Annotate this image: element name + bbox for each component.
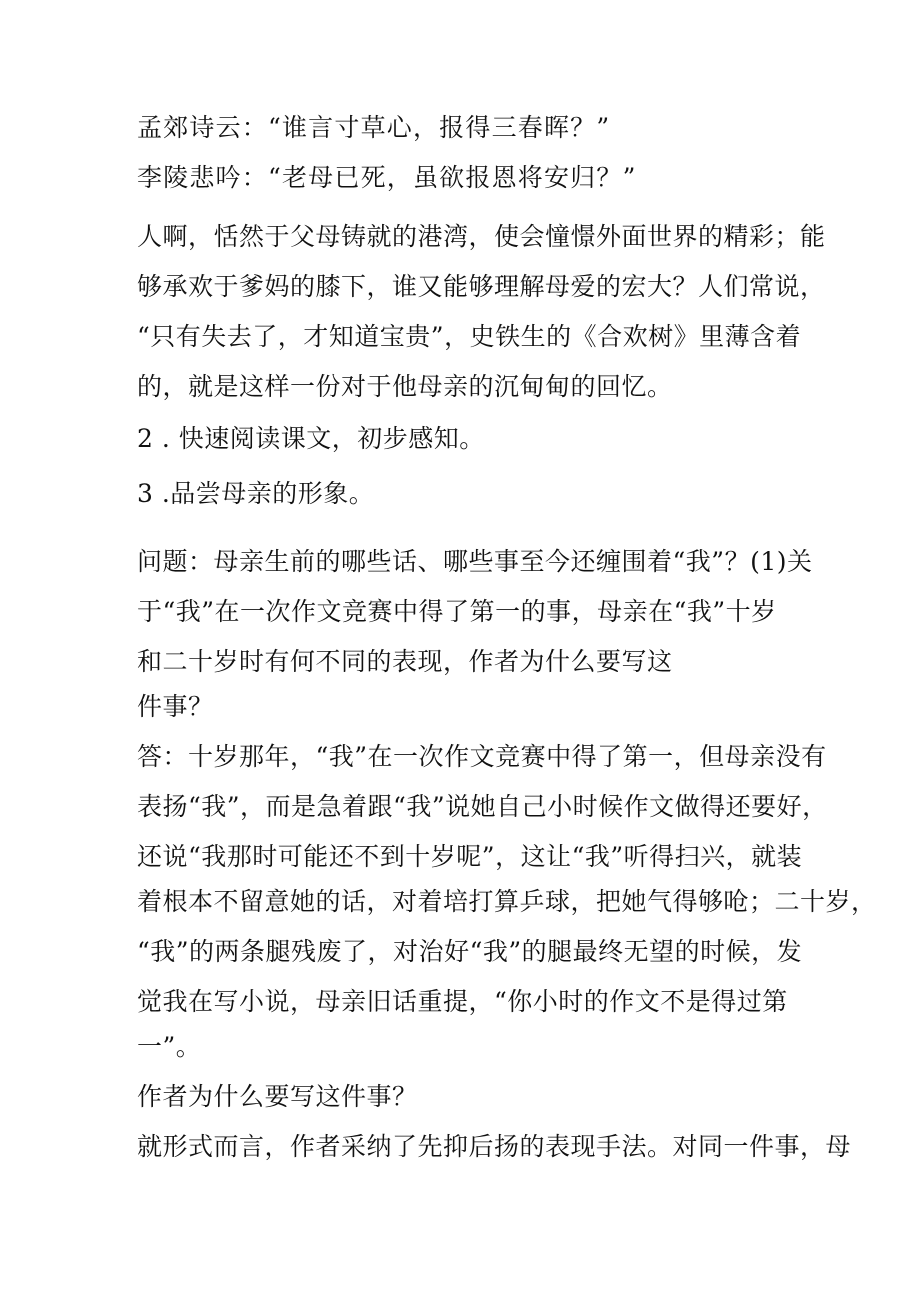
answer-line-5: “我”的两条腿残废了，对治好“我”的腿最终无望的时候，发 — [137, 937, 803, 966]
intro-paragraph-line-3: “只有失去了，才知道宝贵”，史铁生的《合欢树》里薄含着 — [137, 322, 802, 351]
intro-paragraph-line-4: 的，就是这样一份对于他母亲的沉甸甸的回忆。 — [137, 372, 673, 401]
answer-line-3: 还说“我那时可能还不到十岁呢”，这让“我”听得扫兴，就装 — [137, 842, 803, 871]
question-line-3: 和二十岁时有何不同的表现，作者为什么要写这 — [137, 647, 673, 676]
intro-paragraph-line-2: 够承欢于爹妈的膝下，谁又能够理解母爱的宏大？人们常说， — [137, 272, 826, 301]
step-3-heading: 3 .品尝母亲的形象。 — [137, 479, 375, 508]
poem-quote-li-ling: 李陵悲吟：“老母已死，虽欲报恩将安归？” — [137, 163, 637, 192]
follow-up-question: 作者为什么要写这件事？ — [137, 1082, 418, 1111]
question-line-1: 问题：母亲生前的哪些话、哪些事至今还缠围着“我”？(1)关 — [137, 547, 813, 576]
step-2-heading: 2 . 快速阅读课文，初步感知。 — [137, 424, 485, 453]
answer-line-6: 觉我在写小说，母亲旧话重提，“你小时的作文不是得过第 — [137, 987, 788, 1016]
answer-line-1: 答：十岁那年，“我”在一次作文竞赛中得了第一，但母亲没有 — [137, 742, 827, 771]
answer-line-2: 表扬“我”，而是急着跟“我”说她自己小时候作文做得还要好， — [137, 792, 828, 821]
question-line-2: 于“我”在一次作文竞赛中得了第一的事，母亲在“我”十岁 — [137, 597, 777, 626]
intro-paragraph-line-1: 人啊，恬然于父母铸就的港湾，使会憧憬外面世界的精彩；能 — [137, 222, 826, 251]
question-line-4: 件事？ — [137, 692, 214, 721]
poem-quote-meng-jiao: 孟郊诗云：“谁言寸草心，报得三春晖？” — [137, 113, 611, 142]
explanation-line-1: 就形式而言，作者采纳了先抑后扬的表现手法。对同一件事，母 — [137, 1132, 852, 1161]
answer-line-4: 着根本不留意她的话，对着培打算乒球，把她气得够呛；二十岁， — [137, 887, 877, 916]
answer-line-7: 一”。 — [137, 1032, 202, 1061]
